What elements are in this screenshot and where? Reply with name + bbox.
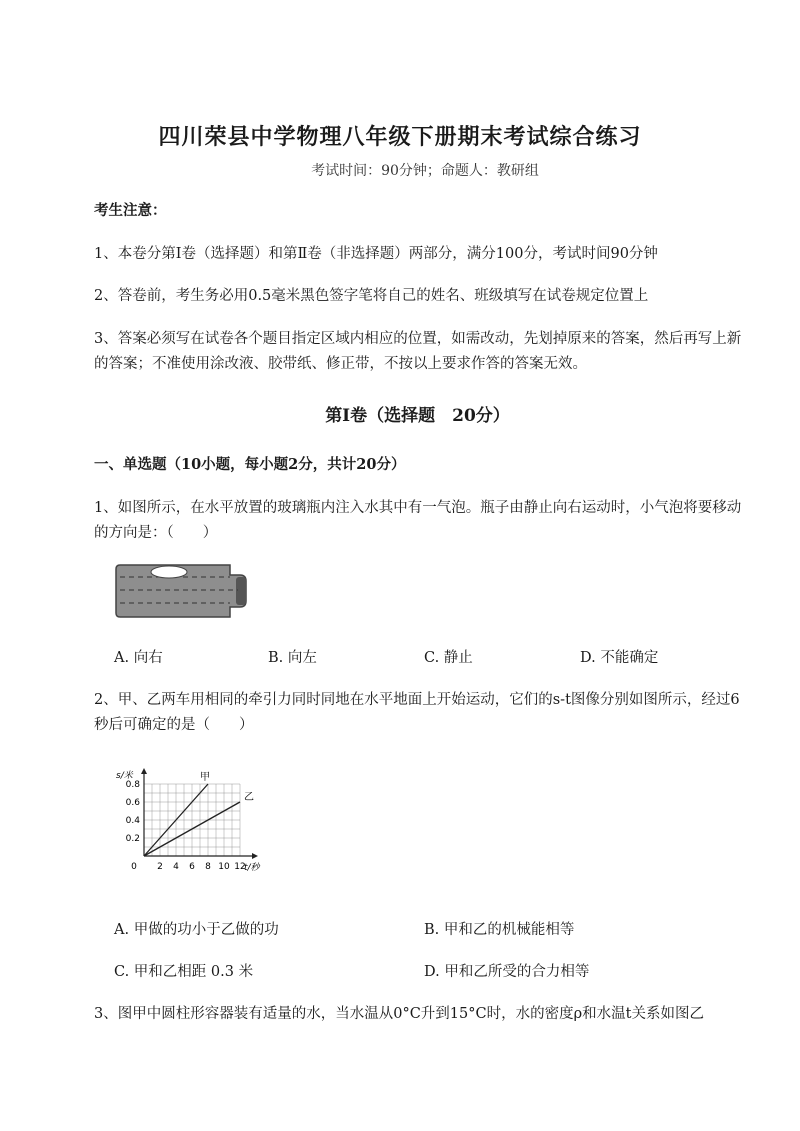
y-tick-label: 0.2: [125, 834, 140, 844]
y-axis-arrow: [141, 768, 147, 774]
chart-grid: [144, 784, 240, 856]
series-label-jia: 甲: [200, 772, 210, 783]
exam-info: 考试时间：90分钟；命题人：教研组: [311, 163, 539, 179]
q2-option-c[interactable]: C. 甲和乙相距 0.3 米: [114, 964, 254, 980]
x-tick-label: 10: [218, 862, 230, 872]
x-tick-label: 8: [205, 862, 211, 872]
question-1-text: 1、如图所示，在水平放置的玻璃瓶内注入水其中有一气泡。瓶子由静止向右运动时，小气泡将要移动的方向是：（ ）: [94, 500, 742, 541]
q1-option-d[interactable]: D. 不能确定: [580, 650, 659, 666]
section-title: 第I卷（选择题 20分）: [325, 406, 510, 426]
bottle-figure: [114, 563, 250, 619]
notice-item-3: 3、答案必须写在试卷各个题目指定区域内相应的位置，如需改动，先划掉原来的答案，然后再写上新的答案；不准使用涂改液、胶带纸、修正带，不按以上要求作答的答案无效。: [94, 331, 742, 372]
y-axis-label: s/米: [116, 771, 133, 781]
page-title: 四川荣县中学物理八年级下册期末考试综合练习: [158, 124, 642, 150]
q2-option-d[interactable]: D. 甲和乙所受的合力相等: [424, 964, 590, 980]
notice-heading: 考生注意：: [94, 202, 167, 219]
question-2-text: 2、甲、乙两车用相同的牵引力同时同地在水平地面上开始运动，它们的s-t图像分别如图所示，经过6 秒后可确定的是（ ）: [94, 692, 740, 733]
x-tick-label: 2: [157, 862, 163, 872]
y-tick-label: 0.4: [125, 816, 140, 826]
y-tick-label: 0.8: [125, 780, 140, 790]
x-tick-label: 0: [131, 862, 137, 872]
x-tick-label: 12: [234, 862, 246, 872]
series-label-yi: 乙: [244, 792, 254, 803]
x-axis-arrow: [252, 853, 258, 859]
x-tick-label: 4: [173, 862, 179, 872]
part-heading: 一、单选题（10小题，每小题2分，共计20分）: [94, 456, 406, 473]
q1-option-a[interactable]: A. 向右: [114, 650, 163, 666]
st-chart: [112, 762, 282, 882]
x-axis-label: t/秒: [244, 863, 260, 873]
x-tick-label: 6: [189, 862, 195, 872]
q2-option-a[interactable]: A. 甲做的功小于乙做的功: [114, 922, 279, 938]
notice-item-2: 2、答卷前，考生务必用0.5毫米黑色签字笔将自己的姓名、班级填写在试卷规定位置上: [94, 288, 649, 304]
notice-item-1: 1、本卷分第I卷（选择题）和第Ⅱ卷（非选择题）两部分，满分100分，考试时间90分钟: [94, 246, 658, 262]
q2-option-b[interactable]: B. 甲和乙的机械能相等: [424, 922, 575, 938]
question-3-text: 3、图甲中圆柱形容器装有适量的水，当水温从0°C升到15°C时，水的密度ρ和水温t关系如图乙: [94, 1006, 704, 1022]
y-tick-label: 0.6: [125, 798, 140, 808]
q1-option-c[interactable]: C. 静止: [424, 650, 473, 666]
q1-option-b[interactable]: B. 向左: [268, 650, 317, 666]
